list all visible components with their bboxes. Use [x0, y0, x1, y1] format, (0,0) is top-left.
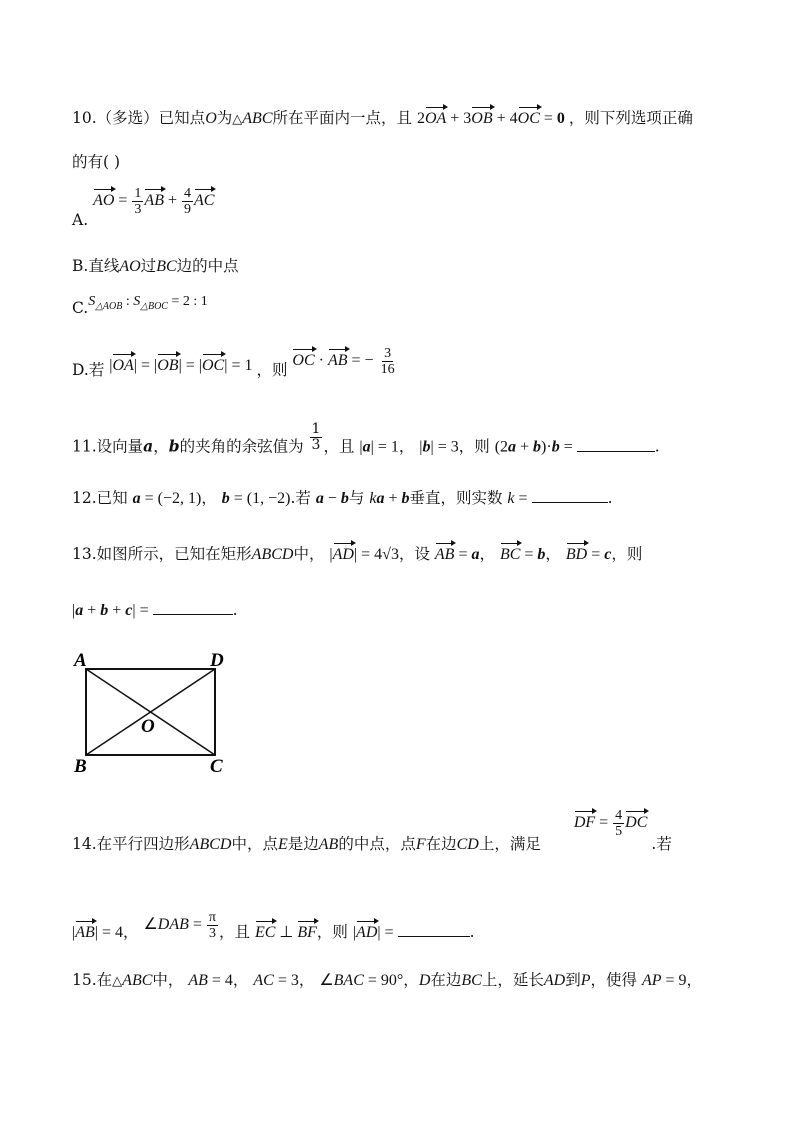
vertex-c-label: C: [210, 756, 223, 776]
q10-option-d: D.若 |OA| = |OB| = |OC| = 1 ，则 OC · AB = − $\frac{3}{16}$: [72, 356, 398, 387]
q10-option-c-formula: $S_{\triangle AOB}$ : $S_{\triangle BOC} = 2$ : 1: [88, 294, 208, 312]
q14-line2: |AB| = 4， ∠DAB = $\frac{\pi}{3}$ ，且 EC ⊥ BF，则 |AD| = .: [72, 910, 475, 942]
q13-expression: |a + b + c| =: [72, 602, 153, 619]
q10-equation: 2OA + 3OB + 4OC = 0: [417, 110, 569, 127]
q10-line1: 10.（多选）已知点O为△ABC所在平面内一点，且 2OA + 3OB + 4OC = 0 ，则下列选项正确: [72, 106, 693, 130]
q11-line: 11.设向量a，b的夹角的余弦值为 $\frac{1}{3}$ ，且 |a| = 1， |b| = 3，则 (2a + b)·b = .: [72, 421, 660, 456]
q10-option-b: B.直线AO过BC边的中点: [72, 257, 239, 275]
q14-angle: ∠DAB = $\frac{\pi}{3}$: [143, 910, 216, 941]
center-o-label: O: [141, 716, 155, 737]
q13-line2: |a + b + c| = .: [72, 601, 238, 619]
q11-expression: (2a + b)·b =: [494, 438, 577, 456]
q13-line1: 13.如图所示，已知在矩形ABCD中， |AD| = 4√3，设 AB = a， BC = b， BD = c，则: [72, 542, 642, 565]
q10-option-a: A. AO = $\frac{1}{3}$ AB + $\frac{4}{9}$ AC: [72, 186, 215, 230]
q14-answer-blank[interactable]: [398, 922, 470, 937]
q13-answer-blank[interactable]: [153, 600, 233, 615]
q15-line: 15.在△ABC中， AB = 4， AC = 3， ∠BAC = 90°，D在边BC上，延长AD到P，使得 AP = 9，: [72, 971, 703, 989]
q11-cos-value: $\frac{1}{3}$: [311, 421, 321, 453]
vertex-a-label: A: [74, 650, 87, 671]
q10-option-c: $C.S_{\triangle AOB}$ : $S_{\triangle BOC} = 2$ : 1: [72, 294, 208, 317]
q10-option-d-condition: |OA| = |OB| = |OC| = 1: [109, 357, 256, 374]
q13-rectangle-figure: [70, 648, 240, 776]
q10-line2: 的有( ): [72, 153, 121, 171]
vertex-d-label: D: [210, 650, 224, 671]
q14-df-definition: DF = $\frac{4}{5}$ DC: [573, 808, 648, 839]
q10-option-a-formula: AO = $\frac{1}{3}$ AB + $\frac{4}{9}$ AC: [93, 186, 215, 217]
q12-answer-blank[interactable]: [532, 488, 608, 503]
q11-answer-blank[interactable]: [577, 437, 655, 452]
vertex-b-label: B: [74, 756, 87, 776]
q12-line: 12.已知 a = (−2, 1)， b = (1, −2).若 a − b与 ka + b垂直，则实数 k = .: [72, 489, 613, 507]
q10-option-d-result: OC · AB = − $\frac{3}{16}$: [292, 346, 395, 377]
q14-line1: 14.在平行四边形ABCD中，点E是边AB的中点，点F在边CD上，满足 DF = $\frac{4}{5}$ DC .若: [72, 808, 672, 854]
